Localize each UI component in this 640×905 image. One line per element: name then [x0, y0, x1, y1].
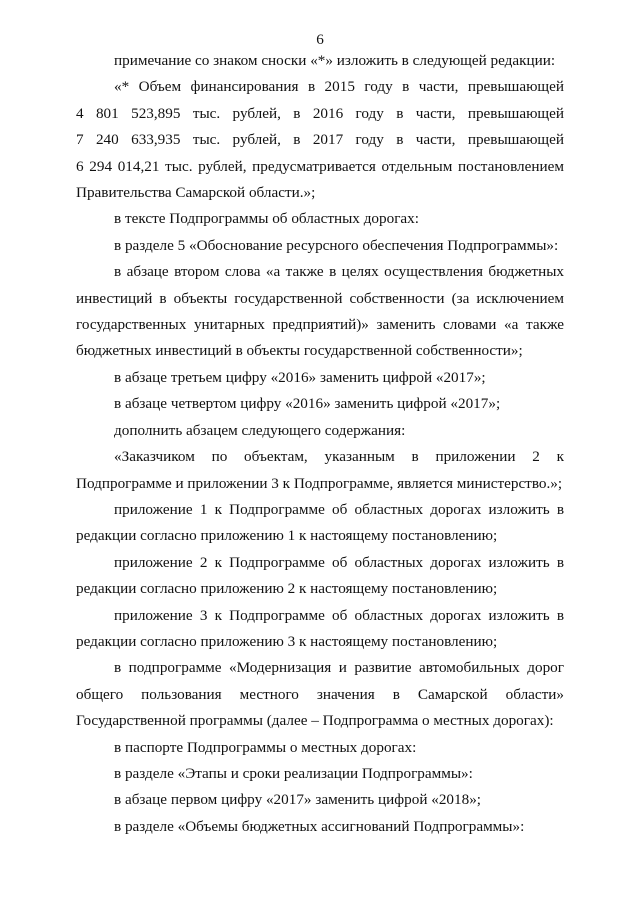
paragraph: [76, 603, 564, 656]
text-line: Правительства Самарской области.»;: [76, 184, 316, 202]
text-line: в разделе 5 «Обоснование ресурсного обеспечения Подпрограммы»:: [114, 236, 559, 254]
text-line: дополнить абзацем следующего содержания:: [114, 421, 406, 439]
text-line: общего пользования местного значения в Самарской области»: [76, 685, 564, 703]
text-line: в абзаце первом цифру «2017» заменить цифрой «2018»;: [114, 791, 482, 809]
text-line: редакции согласно приложению 3 к настоящему постановлению;: [76, 632, 498, 650]
text-line: в разделе «Этапы и сроки реализации Подпрограммы»:: [114, 764, 473, 782]
document-body: [76, 48, 564, 840]
paragraph: [76, 74, 564, 206]
text-line: в абзаце втором слова «а также в целях осуществления бюджетных: [114, 263, 564, 281]
paragraph: [76, 787, 564, 813]
paragraph: [76, 206, 564, 232]
text-line: редакции согласно приложению 1 к настоящему постановлению;: [76, 527, 498, 545]
paragraph: [76, 814, 564, 840]
paragraph: [76, 761, 564, 787]
paragraph: [76, 391, 564, 417]
text-line: приложение 2 к Подпрограмме об областных дорогах изложить в: [114, 553, 564, 571]
paragraph: [76, 233, 564, 259]
paragraph: [76, 418, 564, 444]
text-line: в абзаце четвертом цифру «2016» заменить цифрой «2017»;: [114, 395, 501, 413]
paragraph: [76, 444, 564, 497]
text-line: «Заказчиком по объектам, указанным в приложении 2 к: [114, 448, 564, 466]
text-line: в разделе «Объемы бюджетных ассигнований Подпрограммы»:: [114, 817, 525, 835]
text-line: Подпрограмме и приложении 3 к Подпрограмме, является министерство.»;: [76, 474, 563, 492]
text-line: в паспорте Подпрограммы о местных дорогах:: [114, 738, 417, 756]
text-line: приложение 1 к Подпрограмме об областных дорогах изложить в: [114, 500, 564, 518]
paragraph: [76, 735, 564, 761]
paragraph: [76, 550, 564, 603]
page-number: 6: [316, 31, 324, 48]
text-line: «* Объем финансирования в 2015 году в части, превышающей: [114, 78, 564, 96]
text-line: 4 801 523,895 тыс. рублей, в 2016 году в части, превышающей: [76, 104, 564, 122]
text-line: примечание со знаком сноски «*» изложить в следующей редакции:: [114, 52, 556, 69]
paragraph: [76, 259, 564, 365]
text-line: Государственной программы (далее – Подпрограмма о местных дорогах):: [76, 712, 554, 730]
paragraph: [76, 48, 564, 74]
text-line: инвестиций в объекты государственной собственности (за исключением: [76, 289, 564, 307]
text-line: приложение 3 к Подпрограмме об областных дорогах изложить в: [114, 606, 564, 624]
paragraph: [76, 655, 564, 734]
text-line: 7 240 633,935 тыс. рублей, в 2017 году в части, превышающей: [76, 131, 564, 149]
text-line: в подпрограмме «Модернизация и развитие автомобильных дорог: [114, 659, 564, 677]
text-line: 6 294 014,21 тыс. рублей, предусматривается отдельным постановлением: [76, 157, 564, 175]
paragraph: [76, 497, 564, 550]
paragraph: [76, 365, 564, 391]
text-line: государственных унитарных предприятий)» заменить словами «а также: [76, 316, 564, 334]
text-line: бюджетных инвестиций в объекты государственной собственности»;: [76, 342, 523, 360]
text-line: в тексте Подпрограммы об областных дорогах:: [114, 210, 419, 228]
text-line: редакции согласно приложению 2 к настоящему постановлению;: [76, 580, 498, 598]
text-line: в абзаце третьем цифру «2016» заменить цифрой «2017»;: [114, 368, 486, 386]
